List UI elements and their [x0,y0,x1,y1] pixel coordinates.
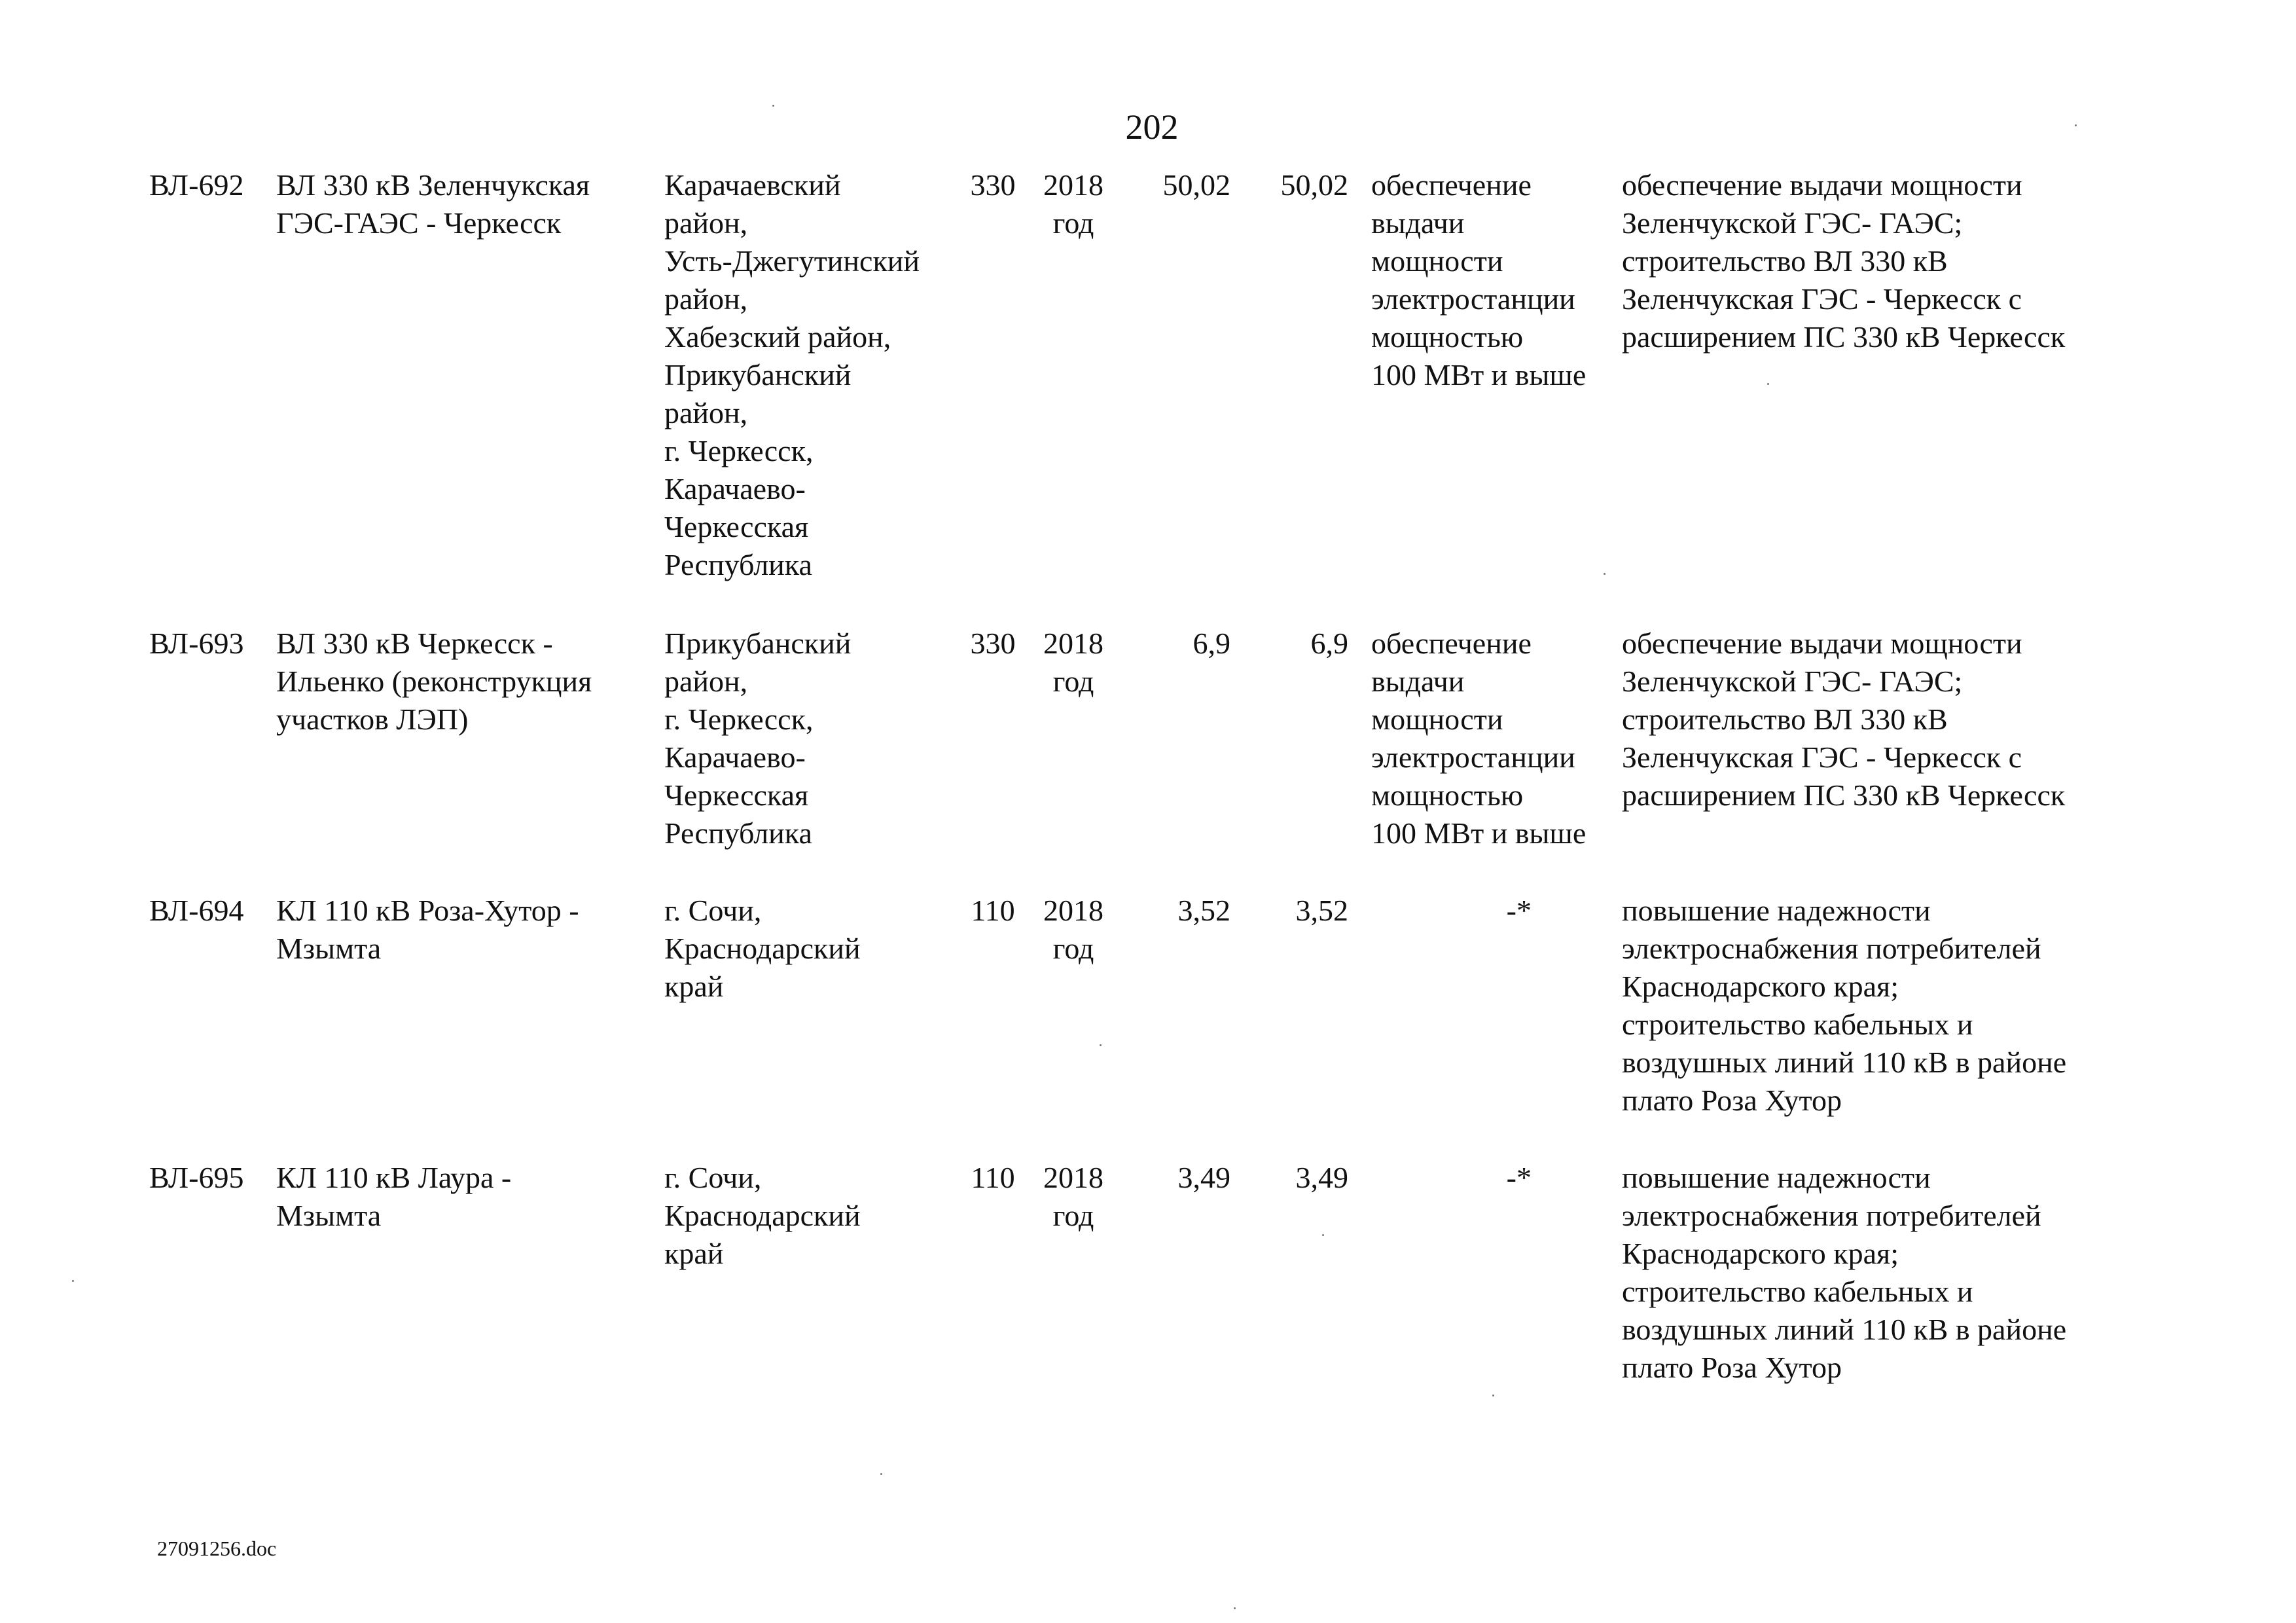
line-location: Прикубанский район, г. Черкесск, Карачаево- Черкесская Республика [664,627,852,850]
page-number: 202 [1125,107,1179,147]
scan-speck [1604,573,1605,575]
line-length-2: 3,49 [1295,1161,1348,1194]
scan-speck [1100,1044,1102,1046]
line-name: ВЛ 330 кВ Черкесск - Ильенко (реконструкция участков ЛЭП) [276,627,592,736]
line-code: ВЛ-692 [149,168,244,202]
scan-speck [772,105,774,107]
line-year: 2018 год [1043,1161,1103,1232]
line-year: 2018 год [1043,168,1103,240]
line-justification: обеспечение выдачи мощности Зеленчукской ГЭС- ГАЭС; строительство ВЛ 330 кВ Зеленчукская ГЭС - Черкесск с расширением ПС 330 кВ Черкесск [1622,168,2066,354]
scan-speck [1234,1607,1236,1609]
line-voltage: 110 [971,1161,1015,1194]
scan-speck [1492,1395,1494,1396]
line-location: г. Сочи, Краснодарский край [664,1161,861,1270]
line-name: КЛ 110 кВ Роза-Хутор - Мзымта [276,894,579,965]
scan-speck [880,1473,882,1475]
line-name: КЛ 110 кВ Лаура - Мзымта [276,1161,512,1232]
line-code: ВЛ-693 [149,627,244,660]
line-voltage: 330 [970,168,1016,202]
scan-speck [1767,383,1769,385]
scan-speck [1322,1234,1324,1236]
line-location: г. Сочи, Краснодарский край [664,894,861,1003]
line-length-1: 6,9 [1193,627,1230,660]
line-purpose: обеспечение выдачи мощности электростанции мощностью 100 МВт и выше [1371,168,1587,392]
line-name: ВЛ 330 кВ Зеленчукская ГЭС-ГАЭС - Черкесск [276,168,590,240]
line-code: ВЛ-695 [149,1161,244,1194]
line-justification: обеспечение выдачи мощности Зеленчукской ГЭС- ГАЭС; строительство ВЛ 330 кВ Зеленчукская ГЭС - Черкесск с расширением ПС 330 кВ Черкесск [1622,627,2066,812]
line-year: 2018 год [1043,894,1103,965]
line-length-2: 50,02 [1280,168,1348,202]
line-voltage: 110 [971,894,1015,927]
line-year: 2018 год [1043,627,1103,698]
line-justification: повышение надежности электроснабжения потребителей Краснодарского края; строительство кабельных и воздушных линий 110 кВ в районе плато Роза Хутор [1622,1161,2067,1384]
line-justification: повышение надежности электроснабжения потребителей Краснодарского края; строительство кабельных и воздушных линий 110 кВ в районе плато Роза Хутор [1622,894,2067,1117]
line-code: ВЛ-694 [149,894,244,927]
document-filename: 27091256.doc [157,1537,277,1560]
line-purpose: обеспечение выдачи мощности электростанции мощностью 100 МВт и выше [1371,627,1587,850]
scan-speck [72,1280,74,1282]
scan-speck [2075,124,2077,126]
line-length-2: 6,9 [1310,627,1348,660]
line-length-2: 3,52 [1295,894,1348,927]
line-purpose: -* [1506,1161,1532,1194]
line-length-1: 50,02 [1162,168,1230,202]
line-voltage: 330 [970,627,1016,660]
line-length-1: 3,49 [1177,1161,1230,1194]
line-location: Карачаевский район, Усть-Джегутинский район, Хабезский район, Прикубанский район, г. Черкесск, Карачаево- Черкесская Республика [664,168,920,581]
line-purpose: -* [1506,894,1532,927]
line-length-1: 3,52 [1177,894,1230,927]
